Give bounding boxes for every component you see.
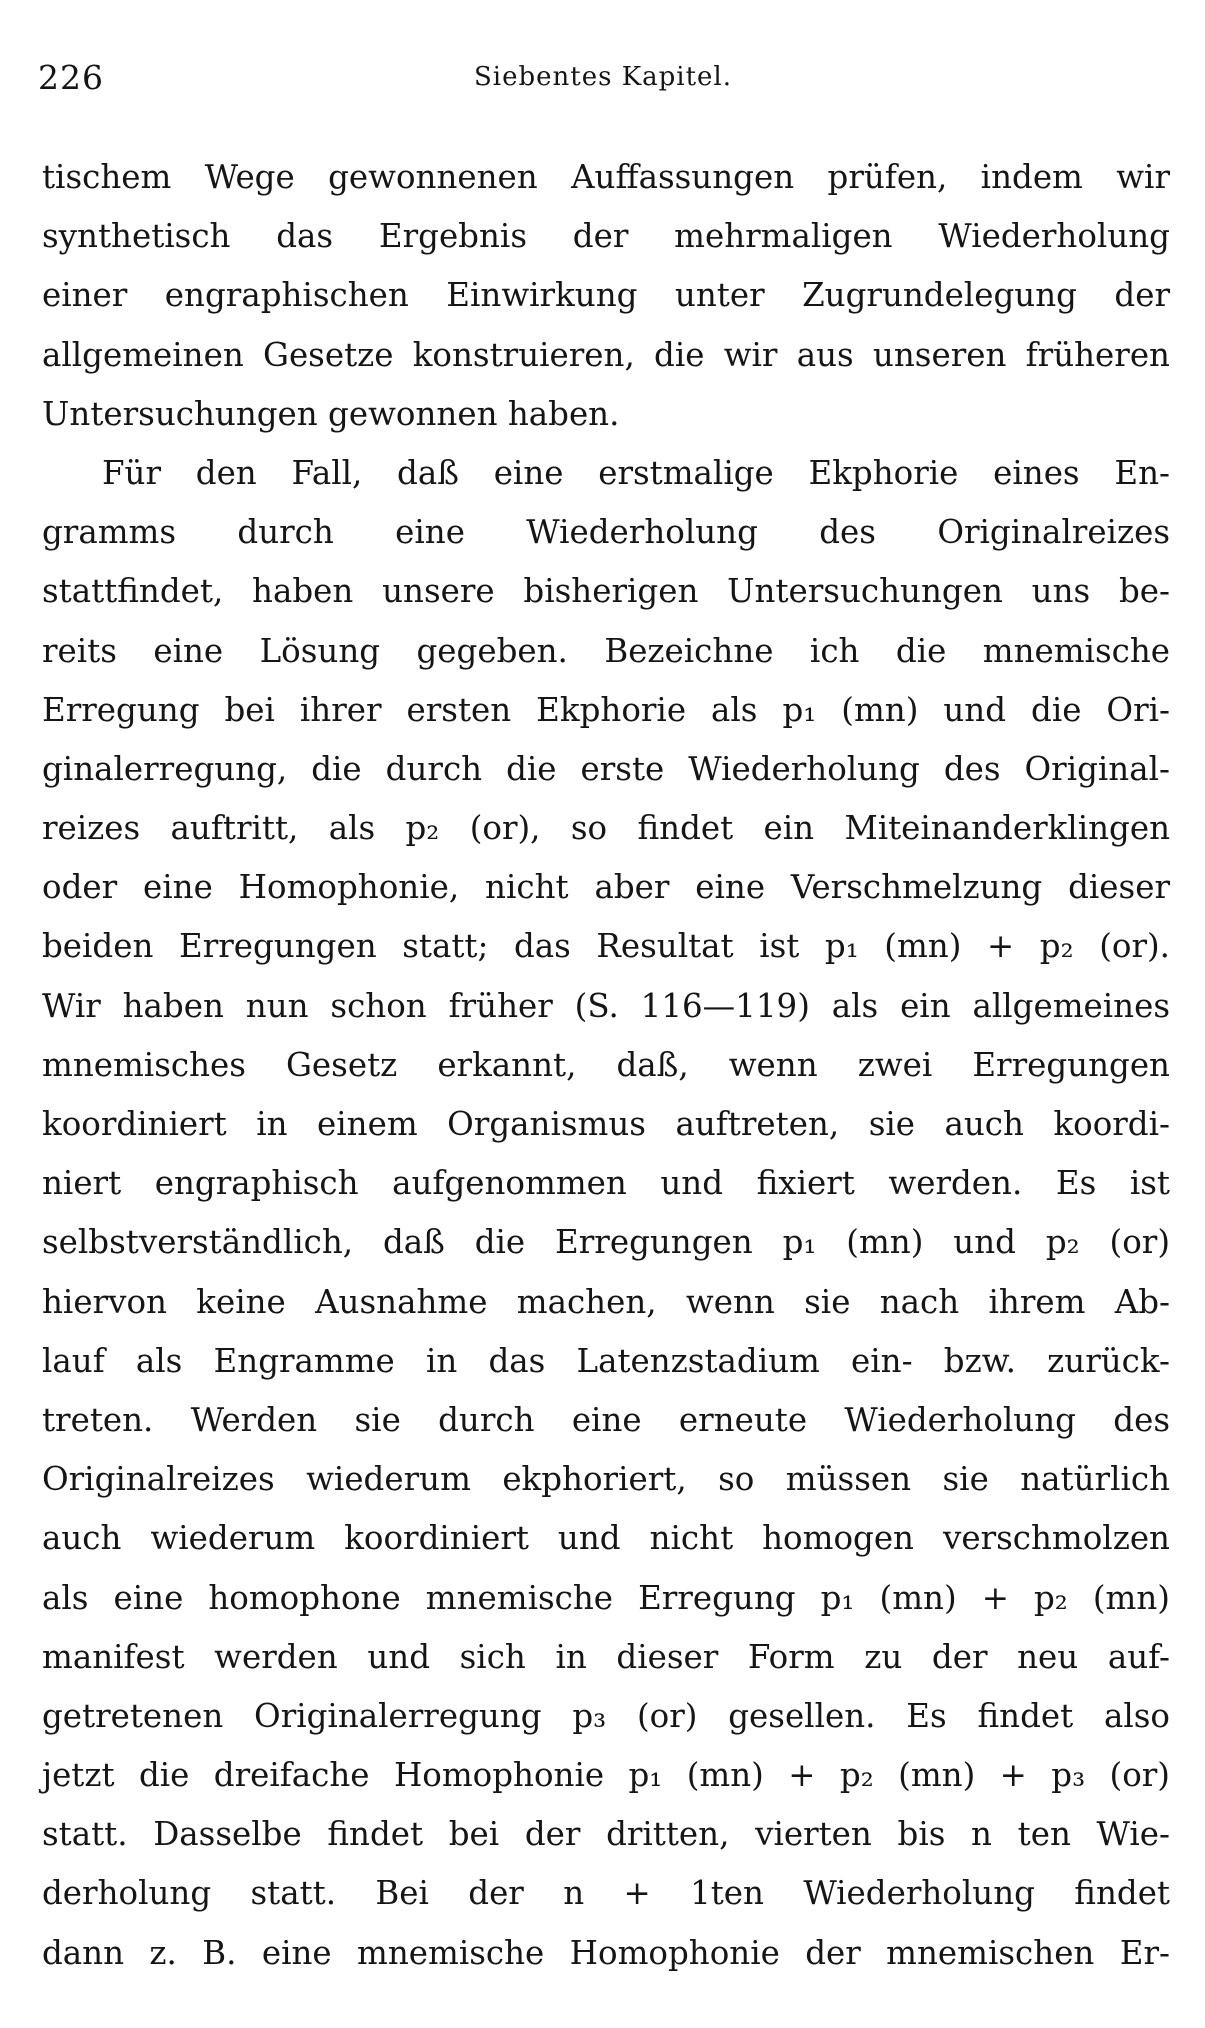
text-line: Erregung bei ihrer ersten Ekphorie als p₁ (mn) und die Ori-	[42, 690, 1170, 729]
body-text	[42, 148, 1170, 1983]
text-line: als eine homophone mnemische Erregung p₁ (mn) + p₂ (mn)	[42, 1578, 1170, 1617]
text-line: lauf als Engramme in das Latenzstadium ein- bzw. zurück-	[42, 1341, 1170, 1380]
text-line: reits eine Lösung gegeben. Bezeichne ich die mnemische	[42, 631, 1170, 670]
text-line: beiden Erregungen statt; das Resultat ist p₁ (mn) + p₂ (or).	[42, 927, 1170, 966]
text-line: selbstverständlich, daß die Erregungen p₁ (mn) und p₂ (or)	[42, 1223, 1170, 1262]
text-line: reizes auftritt, als p₂ (or), so findet ein Miteinanderklingen	[42, 809, 1170, 848]
text-line: getretenen Originalerregung p₃ (or) gesellen. Es findet also	[42, 1696, 1170, 1735]
paragraph-start-line: Für den Fall, daß eine erstmalige Ekphorie eines En-	[102, 453, 1170, 492]
text-line: stattfindet, haben unsere bisherigen Untersuchungen uns be-	[42, 572, 1170, 611]
text-line: niert engraphisch aufgenommen und fixiert werden. Es ist	[42, 1164, 1170, 1203]
text-line: synthetisch das Ergebnis der mehrmaligen Wiederholung	[42, 217, 1170, 256]
text-line: oder eine Homophonie, nicht aber eine Verschmelzung dieser	[42, 868, 1170, 907]
text-line: einer engraphischen Einwirkung unter Zugrundelegung der	[42, 276, 1170, 315]
text-line: Originalreizes wiederum ekphoriert, so müssen sie natürlich	[42, 1460, 1170, 1499]
text-line: allgemeinen Gesetze konstruieren, die wir aus unseren früheren	[42, 335, 1170, 374]
text-line: jetzt die dreifache Homophonie p₁ (mn) + p₂ (mn) + p₃ (or)	[42, 1756, 1170, 1795]
chapter-title: Siebentes Kapitel.	[473, 62, 733, 92]
text-line: mnemisches Gesetz erkannt, daß, wenn zwei Erregungen	[42, 1045, 1170, 1084]
text-line: auch wiederum koordiniert und nicht homogen verschmolzen	[42, 1519, 1170, 1558]
text-line: derholung statt. Bei der n + 1ten Wiederholung findet	[42, 1874, 1170, 1913]
text-line: statt. Dasselbe findet bei der dritten, vierten bis n ten Wie-	[42, 1815, 1170, 1854]
text-line: tischem Wege gewonnenen Auffassungen prüfen, indem wir	[42, 158, 1170, 196]
paragraph-end-line: Untersuchungen gewonnen haben.	[42, 394, 620, 433]
text-line: gramms durch eine Wiederholung des Originalreizes	[42, 513, 1170, 552]
text-line: dann z. B. eine mnemische Homophonie der mnemischen Er-	[42, 1933, 1170, 1972]
text-line: Wir haben nun schon früher (S. 116—119) als ein allgemeines	[42, 986, 1170, 1025]
text-line: koordiniert in einem Organismus auftreten, sie auch koordi-	[42, 1105, 1170, 1143]
text-line: treten. Werden sie durch eine erneute Wiederholung des	[42, 1400, 1170, 1439]
running-head	[38, 58, 1168, 108]
text-line: manifest werden und sich in dieser Form zu der neu auf-	[42, 1637, 1170, 1676]
text-line: ginalerregung, die durch die erste Wiederholung des Original-	[42, 749, 1170, 788]
page-number: 226	[38, 58, 104, 97]
text-line: hiervon keine Ausnahme machen, wenn sie nach ihrem Ab-	[42, 1282, 1170, 1321]
